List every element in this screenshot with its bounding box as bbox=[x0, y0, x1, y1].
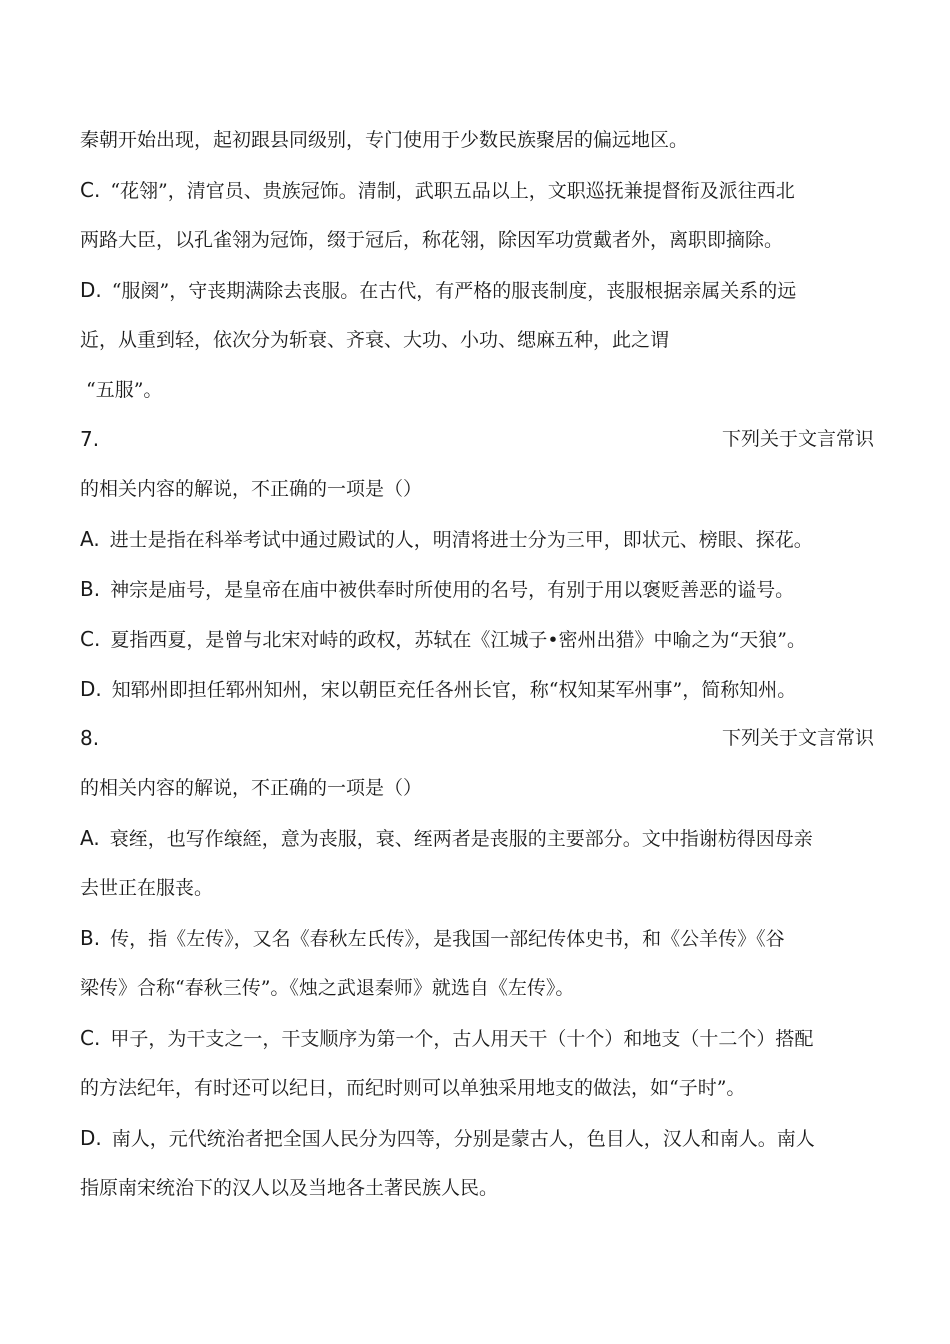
question-7-stem: 的相关内容的解说，不正确的一项是（） bbox=[80, 478, 423, 500]
prev-option-d-line2: 近，从重到轻，依次分为斩衰、齐衰、大功、小功、缌麻五种，此之谓 bbox=[80, 329, 670, 351]
option-text: 衰绖，也写作缞絰，意为丧服，衰、绖两者是丧服的主要部分。文中指谢枋得因母亲 bbox=[109, 828, 813, 850]
question-8-option-b-line1 bbox=[80, 925, 874, 952]
prev-option-c-line1 bbox=[80, 177, 874, 204]
question-8-option-c-line2: 的方法纪年，有时还可以纪日，而纪时则可以单独采用地支的做法，如“子时”。 bbox=[80, 1077, 746, 1099]
option-label: B. bbox=[80, 577, 101, 601]
option-label: D. bbox=[80, 677, 102, 701]
question-8-option-a-line1 bbox=[80, 825, 874, 852]
question-8-stem: 的相关内容的解说，不正确的一项是（） bbox=[80, 777, 423, 799]
question-8-number: 8. bbox=[80, 726, 100, 750]
prev-option-d-line3: “五服”。 bbox=[86, 379, 163, 401]
option-text: “花翎”，清官员、贵族冠饰。清制，武职五品以上，文职巡抚兼提督衔及派往西北 bbox=[110, 180, 795, 202]
option-text: 进士是指在科举考试中通过殿试的人，明清将进士分为三甲，即状元、榜眼、探花。 bbox=[109, 529, 813, 551]
question-8-option-c-line1 bbox=[80, 1025, 874, 1052]
question-7-stem-right: 下列关于文言常识 bbox=[721, 428, 874, 450]
option-text: 夏指西夏，是曾与北宋对峙的政权，苏轼在《江城子•密州出猎》中喻之为“天狼”。 bbox=[110, 629, 806, 651]
option-text: 传，指《左传》，又名《春秋左氏传》，是我国一部纪传体史书，和《公羊传》《谷 bbox=[110, 928, 785, 950]
option-label: A. bbox=[80, 527, 100, 551]
option-label: C. bbox=[80, 1026, 101, 1050]
option-text: 甲子，为干支之一，干支顺序为第一个，古人用天干（十个）和地支（十二个）搭配 bbox=[110, 1028, 814, 1050]
question-8-option-d-line2: 指原南宋统治下的汉人以及当地各土著民族人民。 bbox=[80, 1177, 499, 1199]
option-label: D. bbox=[80, 1126, 102, 1150]
question-8-option-d-line1 bbox=[80, 1125, 874, 1152]
question-8-option-a-line2: 去世正在服丧。 bbox=[80, 877, 214, 899]
option-text: 知郓州即担任郓州知州，宋以朝臣充任各州长官，称“权知某军州事”，简称知州。 bbox=[111, 679, 797, 701]
continuation-line: 秦朝开始出现，起初跟县同级别，专门使用于少数民族聚居的偏远地区。 bbox=[80, 129, 689, 151]
question-7-option-d bbox=[80, 676, 874, 703]
option-label: A. bbox=[80, 826, 100, 850]
prev-option-d-line1 bbox=[80, 277, 874, 304]
question-7-number: 7. bbox=[80, 427, 100, 451]
option-text: 神宗是庙号，是皇帝在庙中被供奉时所使用的名号，有别于用以褒贬善恶的谥号。 bbox=[110, 579, 795, 601]
prev-option-c-line2: 两路大臣，以孔雀翎为冠饰，缀于冠后，称花翎，除因军功赏戴者外，离职即摘除。 bbox=[80, 229, 784, 251]
question-8-option-b-line2: 梁传》合称“春秋三传”。《烛之武退秦师》就选自《左传》。 bbox=[80, 977, 575, 999]
option-label: C. bbox=[80, 178, 101, 202]
question-7-option-a bbox=[80, 526, 874, 553]
option-text: 南人，元代统治者把全国人民分为四等，分别是蒙古人，色目人，汉人和南人。南人 bbox=[111, 1128, 815, 1150]
option-label: B. bbox=[80, 926, 101, 950]
option-label: C. bbox=[80, 627, 101, 651]
question-7-option-c bbox=[80, 626, 874, 653]
option-label: D. bbox=[80, 278, 102, 302]
question-7-option-b bbox=[80, 576, 874, 603]
option-text: “服阕”，守丧期满除去丧服。在古代，有严格的服丧制度，丧服根据亲属关系的远 bbox=[111, 280, 797, 302]
question-8-stem-right: 下列关于文言常识 bbox=[721, 727, 874, 749]
